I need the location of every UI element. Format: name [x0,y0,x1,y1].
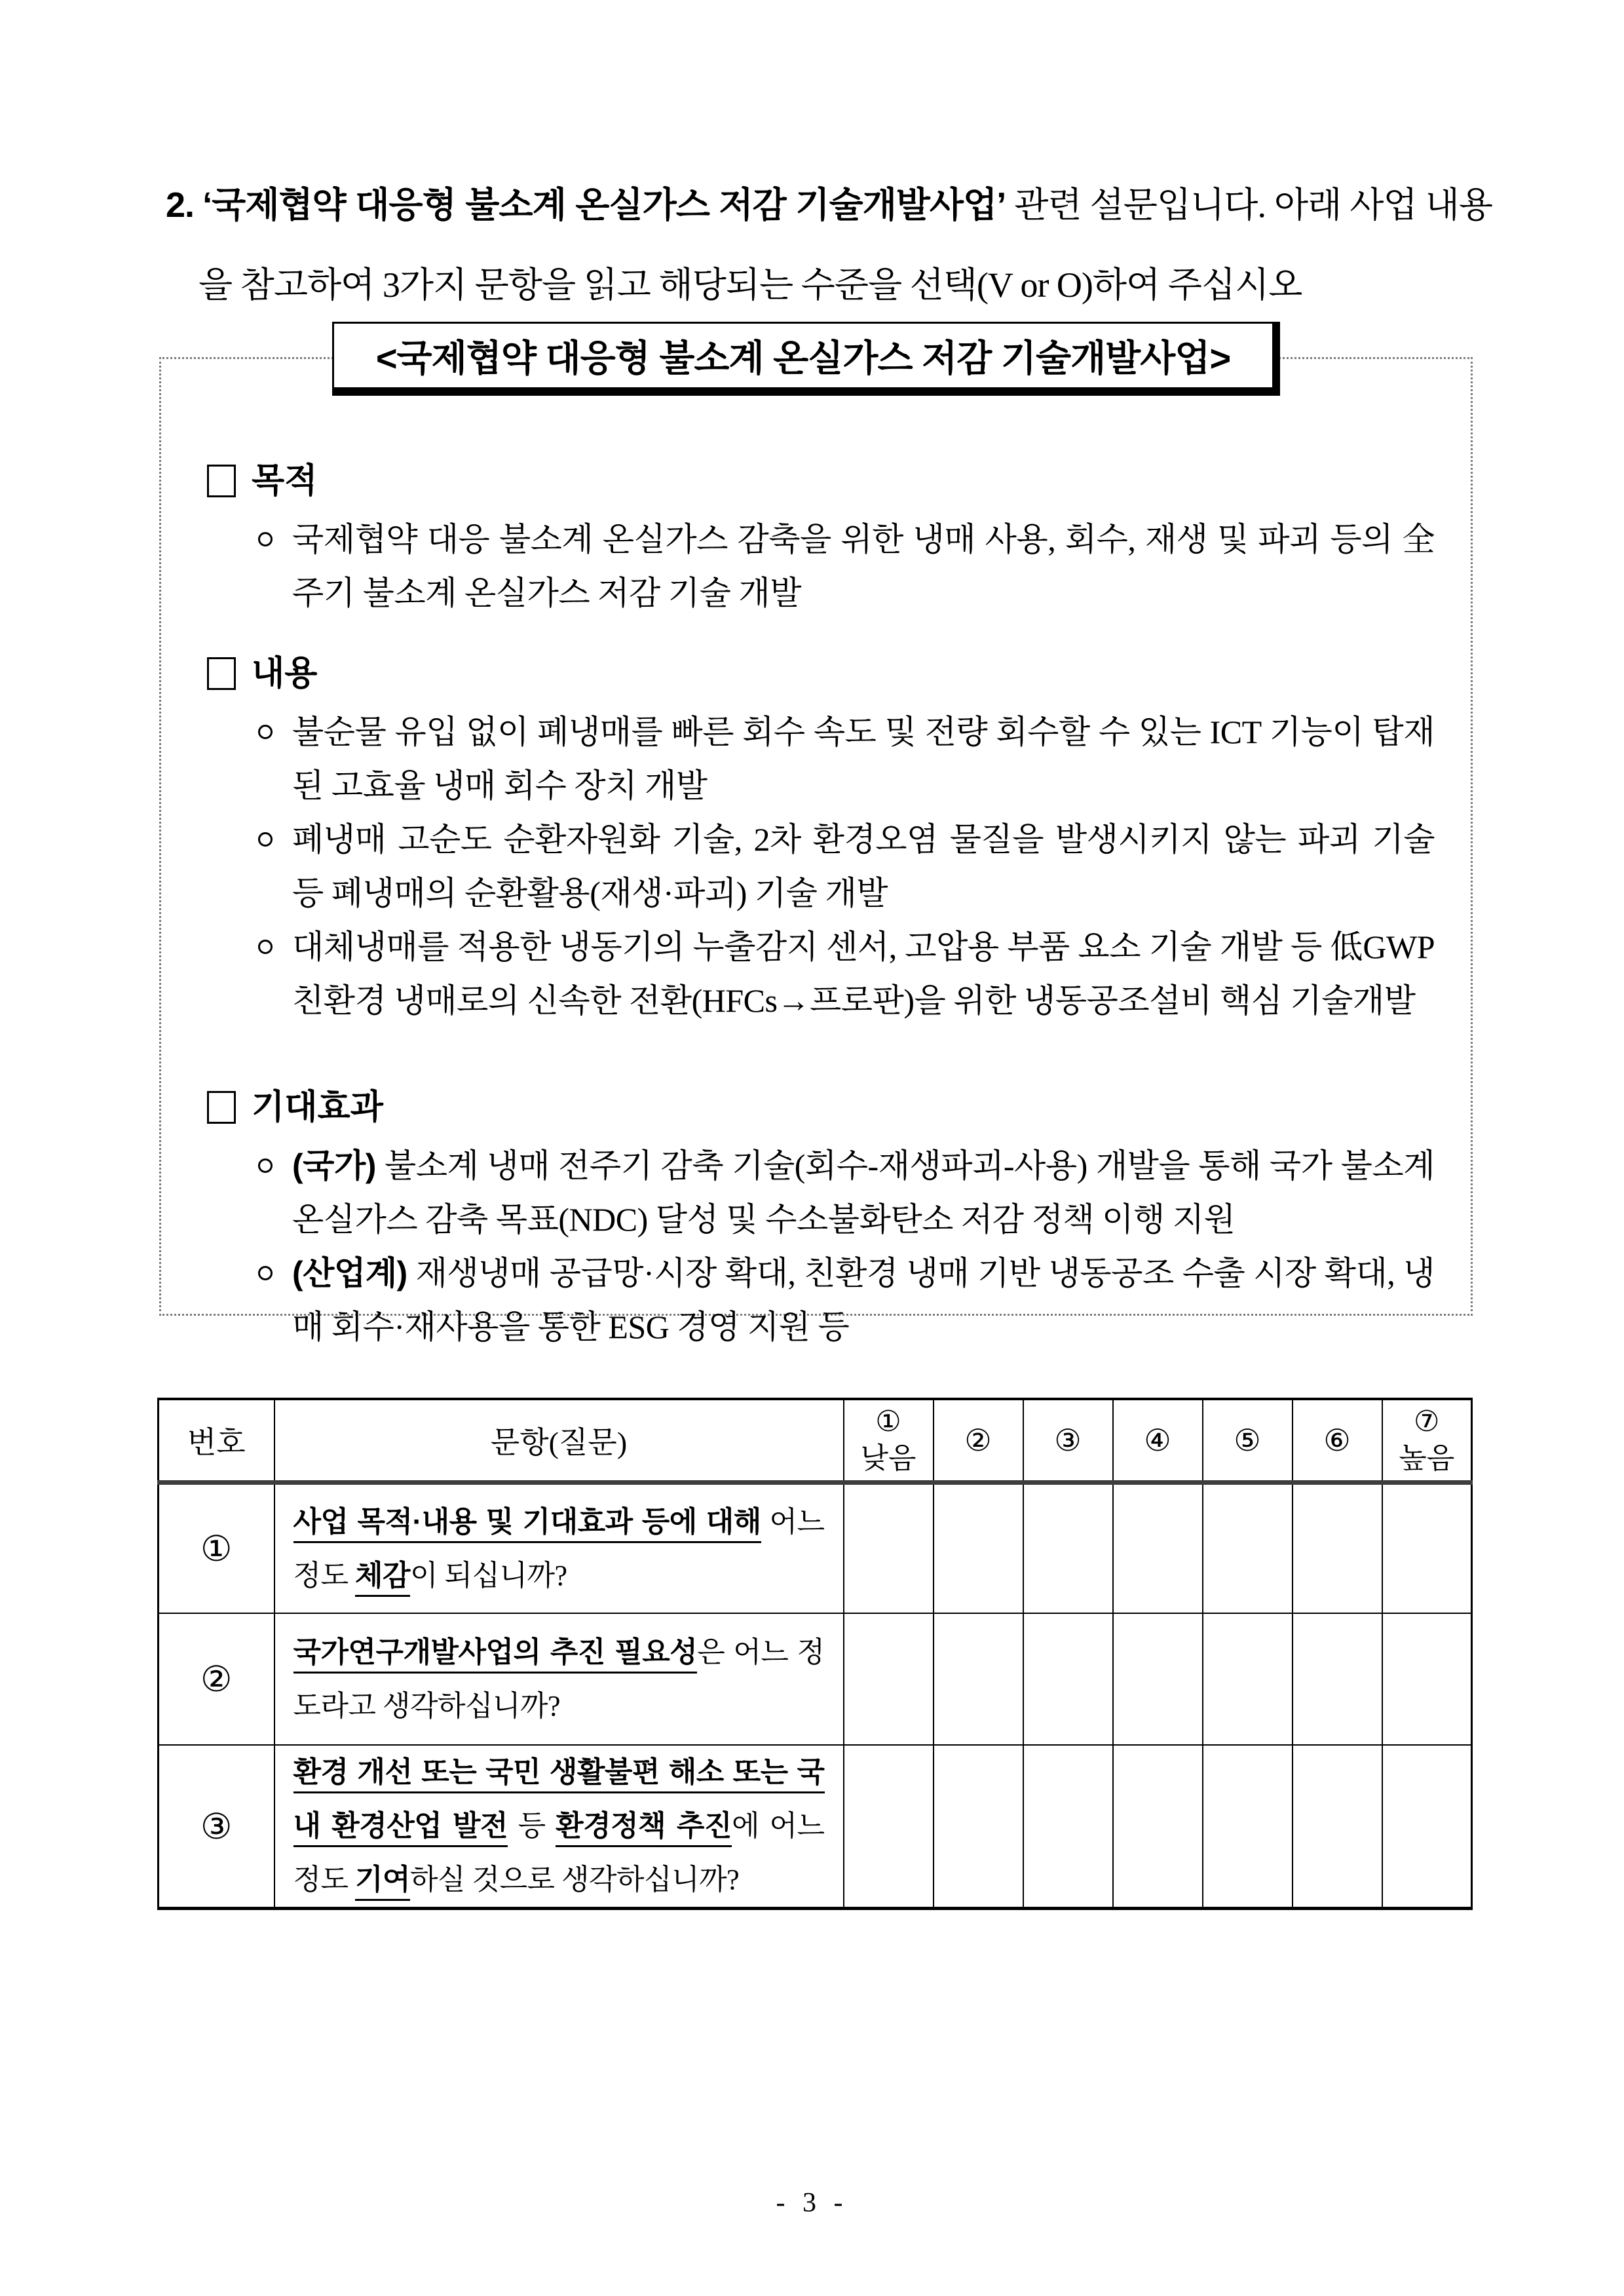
square-bullet-icon [207,465,236,497]
rating-cell-q3-s7[interactable] [1382,1745,1472,1909]
header-question: 문항(질문) [274,1399,844,1483]
rating-cell-q2-s6[interactable] [1293,1613,1382,1745]
row-number: ① [159,1483,274,1614]
circle-bullet-icon [258,1158,273,1173]
bullet-item [207,1139,1435,1246]
bullet-text: 폐냉매 고순도 순환자원화 기술, 2차 환경오염 물질을 발생시키지 않는 파괴 기술 등 폐냉매의 순환활용(재생·파괴) 기술 개발 [292,821,1435,911]
row-number: ② [159,1613,274,1745]
section-heading [166,165,1492,325]
header-scale-1 [844,1399,934,1483]
header-no: 번호 [159,1399,274,1483]
program-title: <국제협약 대응형 불소계 온실가스 저감 기술개발사업> [375,337,1231,379]
rating-cell-q2-s2[interactable] [934,1613,1023,1745]
bullet-text: 대체냉매를 적용한 냉동기의 누출감지 센서, 고압용 부품 요소 기술 개발 등 低GWP 친환경 냉매로의 신속한 전환(HFCs→프로판)을 위한 냉동공조설비 핵심 기술개발 [292,928,1435,1019]
heading-instruction: 관련 설문입니다. 아래 사업 내용을 참고하여 3가지 문항을 읽고 해당되는 수준을 선택(V or O)하여 주십시오 [198,185,1492,305]
program-info-box [159,357,1473,1345]
survey-table [157,1398,1473,1910]
circle-bullet-icon [258,940,273,954]
rating-cell-q3-s1[interactable] [844,1745,934,1909]
circle-bullet-icon [258,1266,273,1280]
program-title-box [332,322,1280,396]
bullet-item [207,813,1435,920]
page-number: - 3 - [776,2188,848,2218]
rating-cell-q1-s2[interactable] [934,1483,1023,1614]
bullet-item [207,920,1435,1027]
circle-bullet-icon [258,725,273,739]
rating-cell-q2-s5[interactable] [1203,1613,1293,1745]
program-info-content [161,359,1471,1354]
square-bullet-icon [207,1091,236,1124]
rating-cell-q2-s3[interactable] [1023,1613,1113,1745]
question-cell: 사업 목적·내용 및 기대효과 등에 대해 어느 정도 체감이 되십니까? [274,1483,844,1614]
header-scale-2: ② [934,1399,1023,1483]
question-cell: 국가연구개발사업의 추진 필요성은 어느 정도라고 생각하십니까? [274,1613,844,1745]
bullet-item [207,705,1435,813]
circle-bullet-icon [258,532,273,546]
rating-cell-q1-s3[interactable] [1023,1483,1113,1614]
section-title-effect [207,1084,1435,1131]
header-scale-7 [1382,1399,1472,1483]
scale-label: 낮음 [860,1442,916,1474]
heading-program-name: ‘국제협약 대응형 불소계 온실가스 저감 기술개발사업’ [202,185,1006,225]
section-title-label: 목적 [252,462,318,500]
table-header-row [159,1399,1472,1483]
heading-number: 2. [166,185,195,225]
header-scale-4: ④ [1113,1399,1203,1483]
header-scale-5: ⑤ [1203,1399,1293,1483]
scale-num: ⑦ [1414,1406,1440,1438]
table-row [159,1613,1472,1745]
bullet-text: 불소계 냉매 전주기 감축 기술(회수-재생파괴-사용) 개발을 통해 국가 불소계 온실가스 감축 목표(NDC) 달성 및 수소불화탄소 저감 정책 이행 지원 [292,1147,1435,1238]
section-title-content [207,650,1435,697]
bullet-text: 불순물 유입 없이 폐냉매를 빠른 회수 속도 및 전량 회수할 수 있는 ICT 기능이 탑재된 고효율 냉매 회수 장치 개발 [292,714,1435,804]
rating-cell-q2-s7[interactable] [1382,1613,1472,1745]
rating-cell-q1-s5[interactable] [1203,1483,1293,1614]
rating-cell-q3-s6[interactable] [1293,1745,1382,1909]
rating-cell-q1-s7[interactable] [1382,1483,1472,1614]
rating-cell-q1-s6[interactable] [1293,1483,1382,1614]
bullet-lead: (국가) [292,1147,376,1184]
scale-label: 높음 [1399,1442,1455,1474]
bullet-text: 국제협약 대응 불소계 온실가스 감축을 위한 냉매 사용, 회수, 재생 및 파괴 등의 全주기 불소계 온실가스 저감 기술 개발 [292,521,1435,611]
header-scale-3: ③ [1023,1399,1113,1483]
rating-cell-q2-s4[interactable] [1113,1613,1203,1745]
rating-cell-q1-s4[interactable] [1113,1483,1203,1614]
bullet-text: 재생냉매 공급망·시장 확대, 친환경 냉매 기반 냉동공조 수출 시장 확대, 냉매 회수·재사용을 통한 ESG 경영 지원 등 [292,1255,1435,1345]
section-title-label: 내용 [252,655,318,693]
rating-cell-q3-s3[interactable] [1023,1745,1113,1909]
rating-cell-q3-s5[interactable] [1203,1745,1293,1909]
row-number: ③ [159,1745,274,1909]
bullet-lead: (산업계) [292,1255,407,1292]
rating-cell-q2-s1[interactable] [844,1613,934,1745]
table-row [159,1745,1472,1909]
rating-cell-q1-s1[interactable] [844,1483,934,1614]
section-title-purpose [207,457,1435,505]
rating-cell-q3-s2[interactable] [934,1745,1023,1909]
bullet-item [207,512,1435,620]
table-row [159,1483,1472,1614]
bullet-item [207,1246,1435,1354]
rating-cell-q3-s4[interactable] [1113,1745,1203,1909]
circle-bullet-icon [258,832,273,847]
section-title-label: 기대효과 [252,1088,383,1126]
question-cell: 환경 개선 또는 국민 생활불편 해소 또는 국내 환경산업 발전 등 환경정책 추진에 어느 정도 기여하실 것으로 생각하십니까? [274,1745,844,1909]
header-scale-6: ⑥ [1293,1399,1382,1483]
scale-num: ① [875,1406,901,1438]
square-bullet-icon [207,657,236,690]
